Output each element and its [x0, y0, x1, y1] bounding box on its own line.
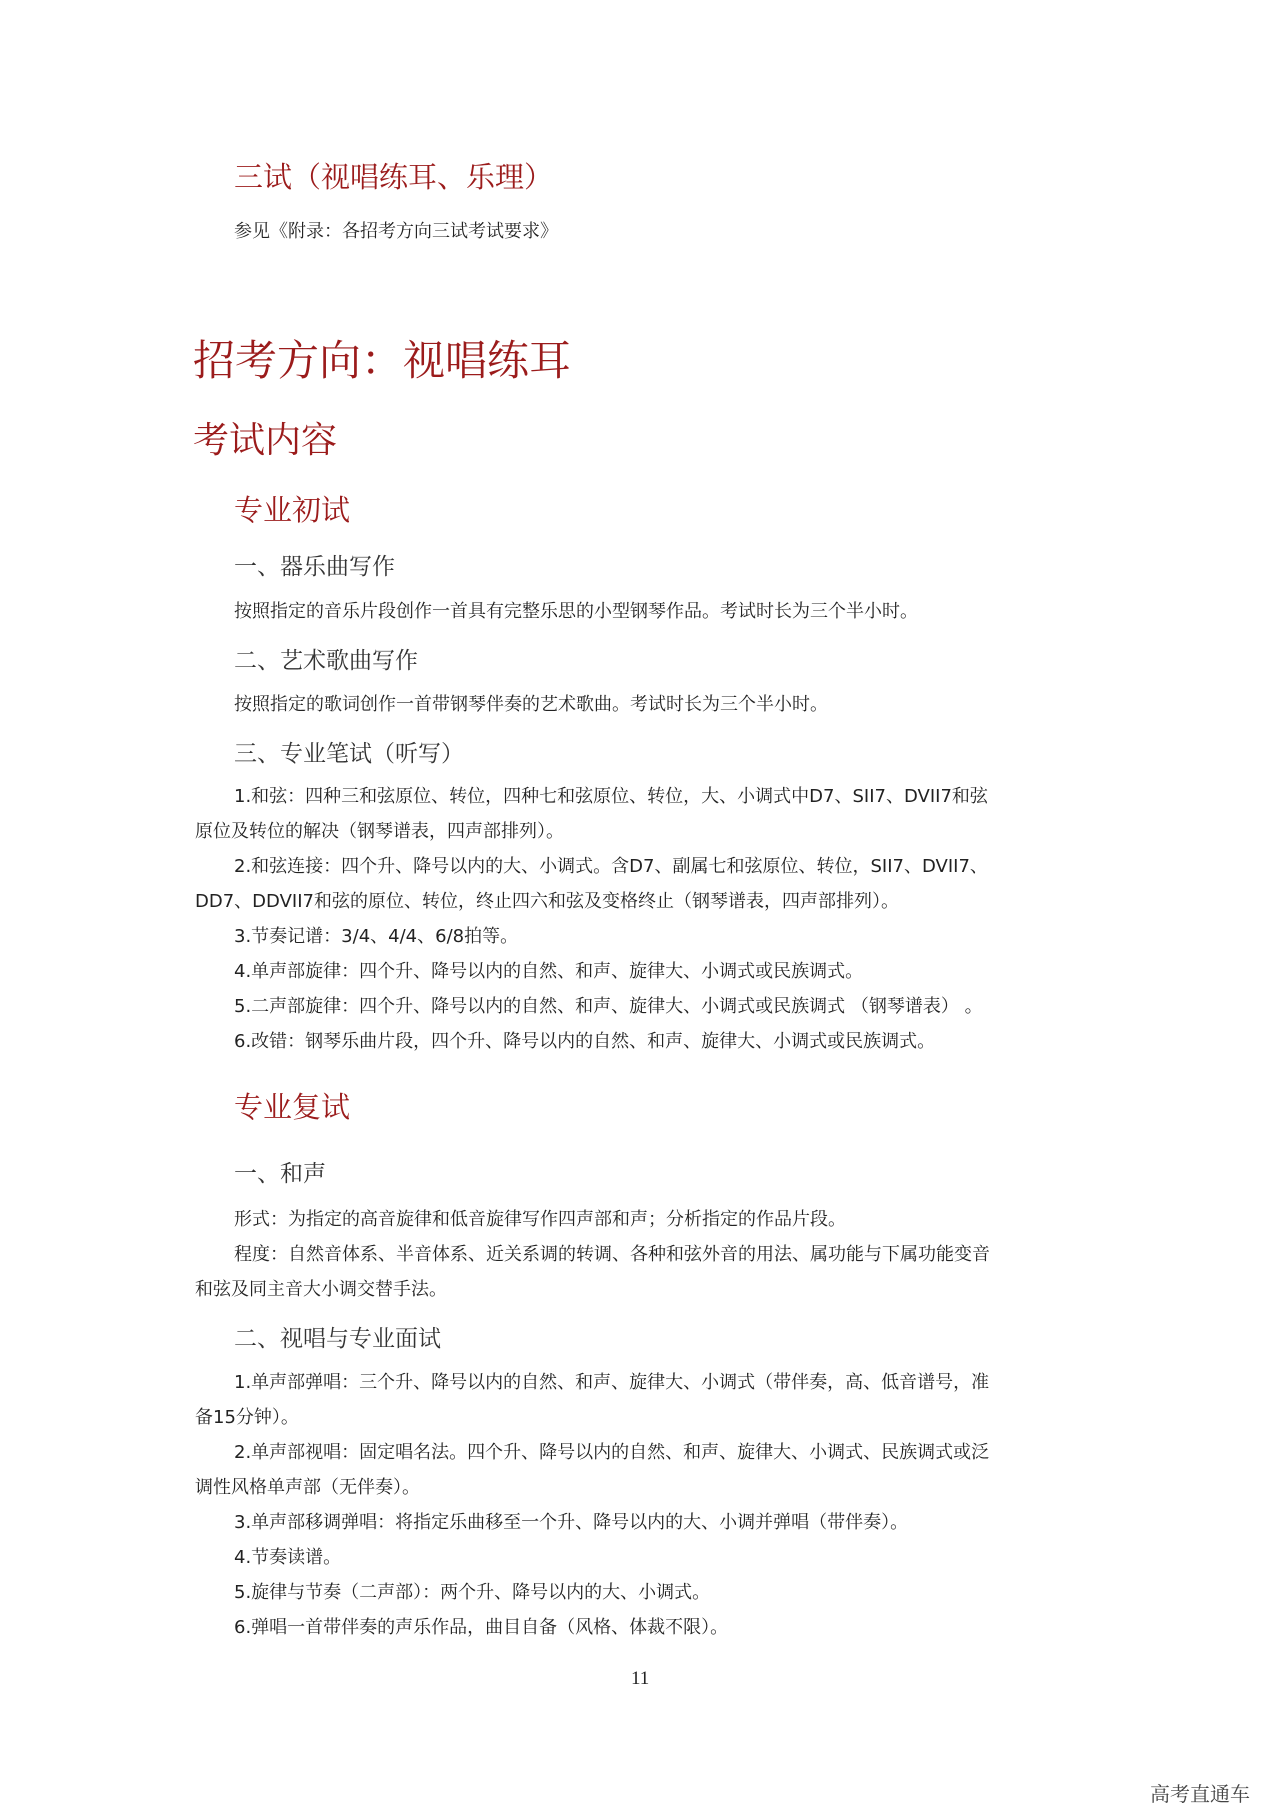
fushi-item2-heading: 二、视唱与专业面试 — [234, 1326, 441, 1352]
content-title: 考试内容 — [193, 420, 338, 461]
direction-title: 招考方向：视唱练耳 — [193, 336, 572, 385]
chushi-item2-heading: 二、艺术歌曲写作 — [234, 648, 418, 674]
watermark-text: 高考直通车 — [1150, 1782, 1250, 1806]
paragraph-line: 6.弹唱一首带伴奏的声乐作品，曲目自备（风格、体裁不限）。 — [234, 1617, 729, 1638]
paragraph-line: 备15分钟）。 — [195, 1407, 299, 1428]
paragraph-line: 2.单声部视唱：固定唱名法。四个升、降号以内的自然、和声、旋律大、小调式、民族调式或泛 — [234, 1442, 990, 1463]
paragraph-line: 程度：自然音体系、半音体系、近关系调的转调、各种和弦外音的用法、属功能与下属功能变音 — [234, 1244, 990, 1265]
chushi-item1-text: 按照指定的音乐片段创作一首具有完整乐思的小型钢琴作品。考试时长为三个半小时。 — [234, 601, 918, 622]
paragraph-line: DD7、DDVII7和弦的原位、转位，终止四六和弦及变格终止（钢琴谱表，四声部排列）。 — [195, 891, 899, 912]
chushi-item3-heading: 三、专业笔试（听写） — [234, 741, 464, 767]
paragraph-line: 5.旋律与节奏（二声部）：两个升、降号以内的大、小调式。 — [234, 1582, 711, 1603]
paragraph-line: 形式：为指定的高音旋律和低音旋律写作四声部和声；分析指定的作品片段。 — [234, 1209, 846, 1230]
paragraph-line: 4.节奏读谱。 — [234, 1547, 342, 1568]
chushi-item1-heading: 一、器乐曲写作 — [234, 554, 395, 580]
paragraph-line: 5.二声部旋律：四个升、降号以内的自然、和声、旋律大、小调式或民族调式 （钢琴谱表） 。 — [234, 996, 983, 1017]
paragraph-line: 原位及转位的解决（钢琴谱表，四声部排列）。 — [195, 821, 564, 842]
paragraph-line: 3.单声部移调弹唱：将指定乐曲移至一个升、降号以内的大、小调并弹唱（带伴奏）。 — [234, 1512, 909, 1533]
paragraph-line: 和弦及同主音大小调交替手法。 — [195, 1279, 447, 1300]
paragraph-line: 3.节奏记谱：3/4、4/4、6/8拍等。 — [234, 926, 519, 947]
paragraph-line: 调性风格单声部（无伴奏）。 — [195, 1477, 420, 1498]
page-number: 11 — [631, 1668, 650, 1689]
fushi-item1-heading: 一、和声 — [234, 1161, 326, 1187]
chushi-heading: 专业初试 — [234, 493, 351, 527]
fushi-heading: 专业复试 — [234, 1090, 351, 1124]
paragraph-line: 6.改错：钢琴乐曲片段，四个升、降号以内的自然、和声、旋律大、小调式或民族调式。 — [234, 1031, 936, 1052]
chushi-item2-text: 按照指定的歌词创作一首带钢琴伴奏的艺术歌曲。考试时长为三个半小时。 — [234, 694, 828, 715]
paragraph-line: 1.单声部弹唱：三个升、降号以内的自然、和声、旋律大、小调式（带伴奏，高、低音谱号，准 — [234, 1372, 990, 1393]
paragraph-line: 4.单声部旋律：四个升、降号以内的自然、和声、旋律大、小调式或民族调式。 — [234, 961, 864, 982]
paragraph-line: 2.和弦连接：四个升、降号以内的大、小调式。含D7、副属七和弦原位、转位，SII7、DVII7、 — [234, 856, 988, 877]
paragraph-line: 1.和弦：四种三和弦原位、转位，四种七和弦原位、转位，大、小调式中D7、SII7、DVII7和弦 — [234, 786, 988, 807]
sanshi-reference-text: 参见《附录：各招考方向三试考试要求》 — [234, 221, 558, 242]
section-heading-sanshi: 三试（视唱练耳、乐理） — [234, 160, 554, 194]
